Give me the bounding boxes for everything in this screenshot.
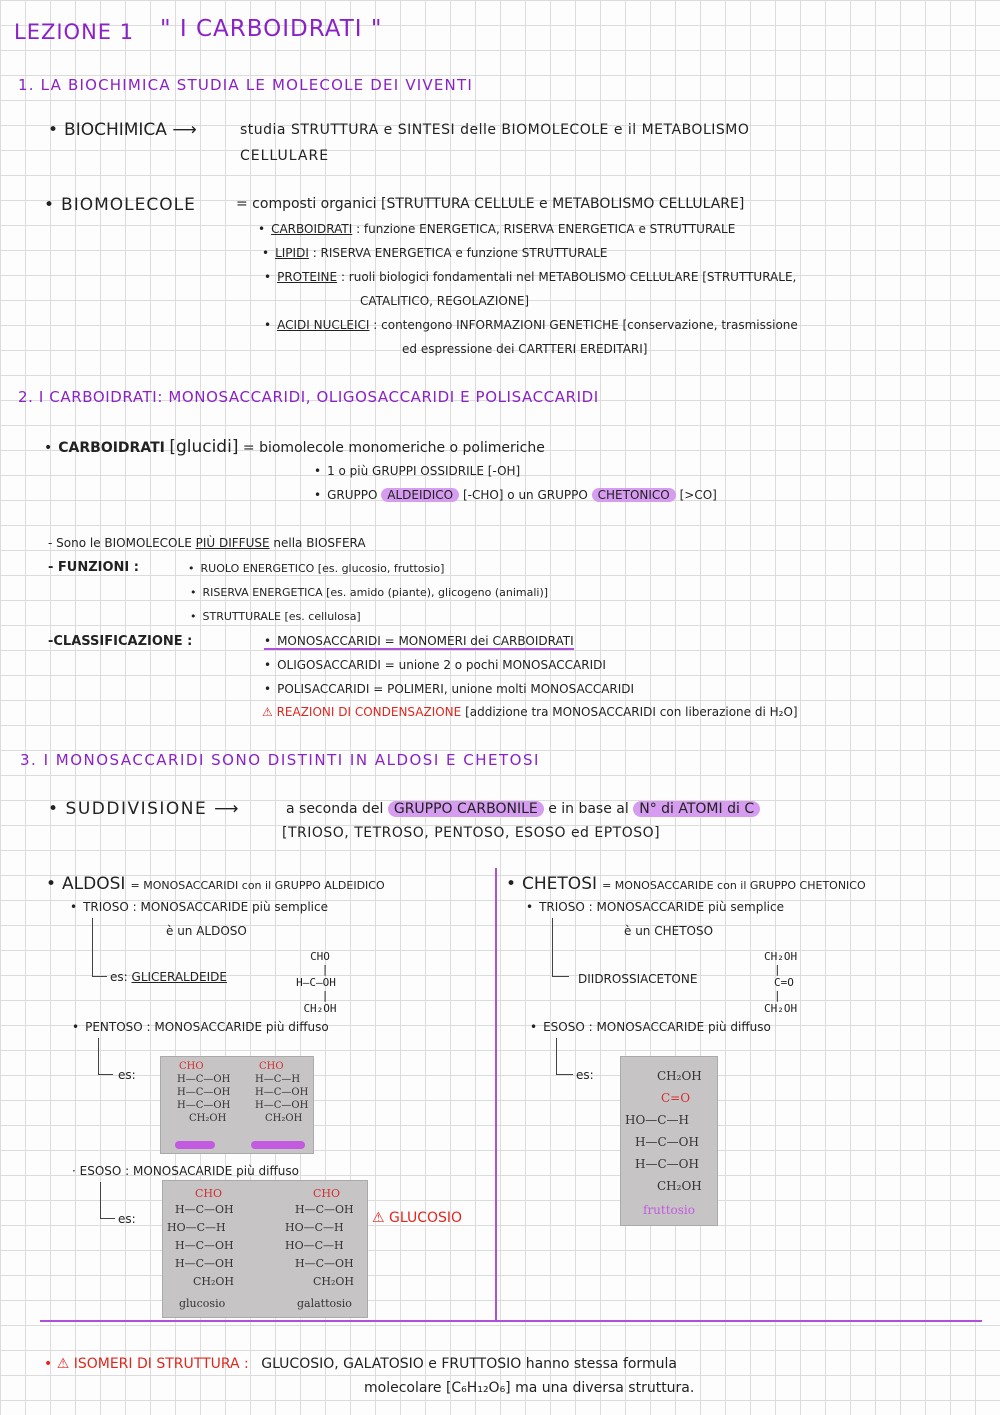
suddivisione-term: • SUDDIVISIONE ⟶ <box>48 799 240 819</box>
funzione-1: • RUOLO ENERGETICO [es. glucosio, fruttosio] <box>188 562 444 575</box>
bottom-divider <box>40 1320 982 1322</box>
lipidi-item: • LIPIDI : RISERVA ENERGETICA e funzione STRUTTURALE <box>262 246 607 260</box>
acidi-item: • ACIDI NUCLEICI : contengono INFORMAZIONI GENETICHE [conservazione, trasmissione <box>264 318 798 332</box>
aldosi-es-1: es: GLICERALDEIDE <box>110 970 227 984</box>
section3-heading: 3. I MONOSACCARIDI SONO DISTINTI IN ALDOSI E CHETOSI <box>20 751 540 769</box>
aldosi-trioso-2: è un ALDOSO <box>166 924 247 938</box>
aldosi-trioso-arrow <box>92 918 107 977</box>
section2-heading: 2. I CARBOIDRATI: MONOSACCARIDI, OLIGOSACCARIDI E POLISACCARIDI <box>18 388 599 406</box>
section1-heading: 1. LA BIOCHIMICA STUDIA LE MOLECOLE DEI VIVENTI <box>18 76 473 94</box>
aldosi-es-2: es: <box>118 1068 136 1082</box>
diidrossiacetone-label: DIIDROSSIACETONE <box>578 972 698 986</box>
diffuse-line: - Sono le BIOMOLECOLE PIÙ DIFFUSE nella BIOSFERA <box>48 536 366 550</box>
class-polisaccaridi: • POLISACCARIDI = POLIMERI, unione molti MONOSACCARIDI <box>264 682 634 696</box>
biochimica-def: studia STRUTTURA e SINTESI delle BIOMOLECOLE e il METABOLISMO <box>240 122 750 138</box>
class-monosaccaridi: • MONOSACCARIDI = MONOMERI dei CARBOIDRATI <box>264 634 574 650</box>
biomolecole-term: • BIOMOLECOLE <box>44 195 196 215</box>
carboidrati-term: • CARBOIDRATI [glucidi] = biomolecole monomeriche o polimeriche <box>44 437 545 457</box>
chetosi-heading: • CHETOSI = MONOSACCARIDE con il GRUPPO CHETONICO <box>506 874 866 894</box>
diidrossiacetone-formula: CH₂OH | C=O | CH₂OH <box>764 950 798 1015</box>
biochimica-def-2: CELLULARE <box>240 148 330 164</box>
aldosi-es-3: es: <box>118 1212 136 1226</box>
aldosi-pentoso: • PENTOSO : MONOSACCARIDE più diffuso <box>72 1020 329 1034</box>
page-title: " I CARBOIDRATI " <box>160 16 383 42</box>
aldosi-esoso-arrow <box>100 1182 115 1219</box>
condensazione-note: ⚠ REAZIONI DI CONDENSAZIONE [addizione tra MONOSACCARIDI con liberazione di H₂O] <box>262 705 798 719</box>
gruppo-carbonile-highlight: GRUPPO CARBONILE <box>388 801 544 817</box>
chetosi-esoso: • ESOSO : MONOSACCARIDE più diffuso <box>530 1020 771 1034</box>
classificazione-label: -CLASSIFICAZIONE : <box>48 634 193 649</box>
chetosi-trioso: • TRIOSO : MONOSACCARIDE più semplice <box>526 900 784 914</box>
funzioni-label: - FUNZIONI : <box>48 560 139 575</box>
chetosi-esoso-arrow <box>556 1038 573 1075</box>
class-oligosaccaridi: • OLIGOSACCARIDI = unione 2 o pochi MONOSACCARIDI <box>264 658 606 672</box>
esoso-photo: CHO H—C—OH HO—C—H H—C—OH H—C—OH CH₂OH glucosio CHO H—C—OH HO—C—H HO—C—H H—C—OH CH₂OH galattosio <box>162 1180 368 1318</box>
proteine-item-2: CATALITICO, REGOLAZIONE] <box>360 294 530 308</box>
photo-label-smudge <box>251 1141 305 1149</box>
isomeri-note: • ⚠ ISOMERI DI STRUTTURA : GLUCOSIO, GALATOSIO e FRUTTOSIO hanno stessa formula <box>44 1356 677 1372</box>
photo-label-smudge <box>175 1141 215 1149</box>
aldosi-pentoso-arrow <box>98 1038 113 1075</box>
proteine-item: • PROTEINE : ruoli biologici fondamentali nel METABOLISMO CELLULARE [STRUTTURALE, <box>264 270 796 284</box>
chetonico-highlight: CHETONICO <box>592 488 676 502</box>
biochimica-term: • BIOCHIMICA ⟶ <box>48 120 197 140</box>
aldosi-esoso: · ESOSO : MONOSACARIDE più diffuso <box>72 1164 299 1178</box>
aldosi-heading: • ALDOSI = MONOSACCARIDI con il GRUPPO ALDEIDICO <box>46 874 385 894</box>
suddivisione-types: [TRIOSO, TETROSO, PENTOSO, ESOSO ed EPTOSO] <box>282 825 661 841</box>
chetosi-trioso-arrow <box>552 918 569 977</box>
aldeidico-item: • GRUPPO ALDEIDICO [-CHO] o un GRUPPO CHETONICO [>CO] <box>314 488 717 502</box>
glucosio-warning: ⚠ GLUCOSIO <box>372 1210 463 1226</box>
gliceraldeide-formula: CHO | H—C—OH | CH₂OH <box>296 950 337 1015</box>
acidi-item-2: ed espressione dei CARTTERI EREDITARI] <box>402 342 648 356</box>
pentoso-photo: CHO H—C—OH H—C—OH H—C—OH CH₂OH CHO H—C—H H—C—OH H—C—OH CH₂OH <box>160 1056 314 1154</box>
funzione-3: • STRUTTURALE [es. cellulosa] <box>190 610 361 623</box>
chetosi-trioso-2: è un CHETOSO <box>624 924 714 938</box>
atomi-c-highlight: N° di ATOMI di C <box>633 801 760 817</box>
ossidrile-item: • 1 o più GRUPPI OSSIDRILE [-OH] <box>314 464 520 478</box>
isomeri-note-2: molecolare [C₆H₁₂O₆] ma una diversa struttura. <box>364 1380 695 1396</box>
lesson-label: LEZIONE 1 <box>14 20 135 44</box>
aldosi-trioso: • TRIOSO : MONOSACCARIDE più semplice <box>70 900 328 914</box>
funzione-2: • RISERVA ENERGETICA [es. amido (piante), glicogeno (animali)] <box>190 586 548 599</box>
aldeidico-highlight: ALDEIDICO <box>381 488 459 502</box>
chetosi-es: es: <box>576 1068 594 1082</box>
biomolecole-def: = composti organici [STRUTTURA CELLULE e METABOLISMO CELLULARE] <box>236 196 745 212</box>
carboidrati-item: • CARBOIDRATI : funzione ENERGETICA, RISERVA ENERGETICA e STRUTTURALE <box>258 222 735 236</box>
column-divider <box>495 868 497 1320</box>
suddivisione-def: a seconda del GRUPPO CARBONILE e in base al N° di ATOMI di C <box>286 801 760 817</box>
fruttosio-photo: CH₂OH C=O HO—C—H H—C—OH H—C—OH CH₂OH fruttosio <box>620 1056 718 1226</box>
